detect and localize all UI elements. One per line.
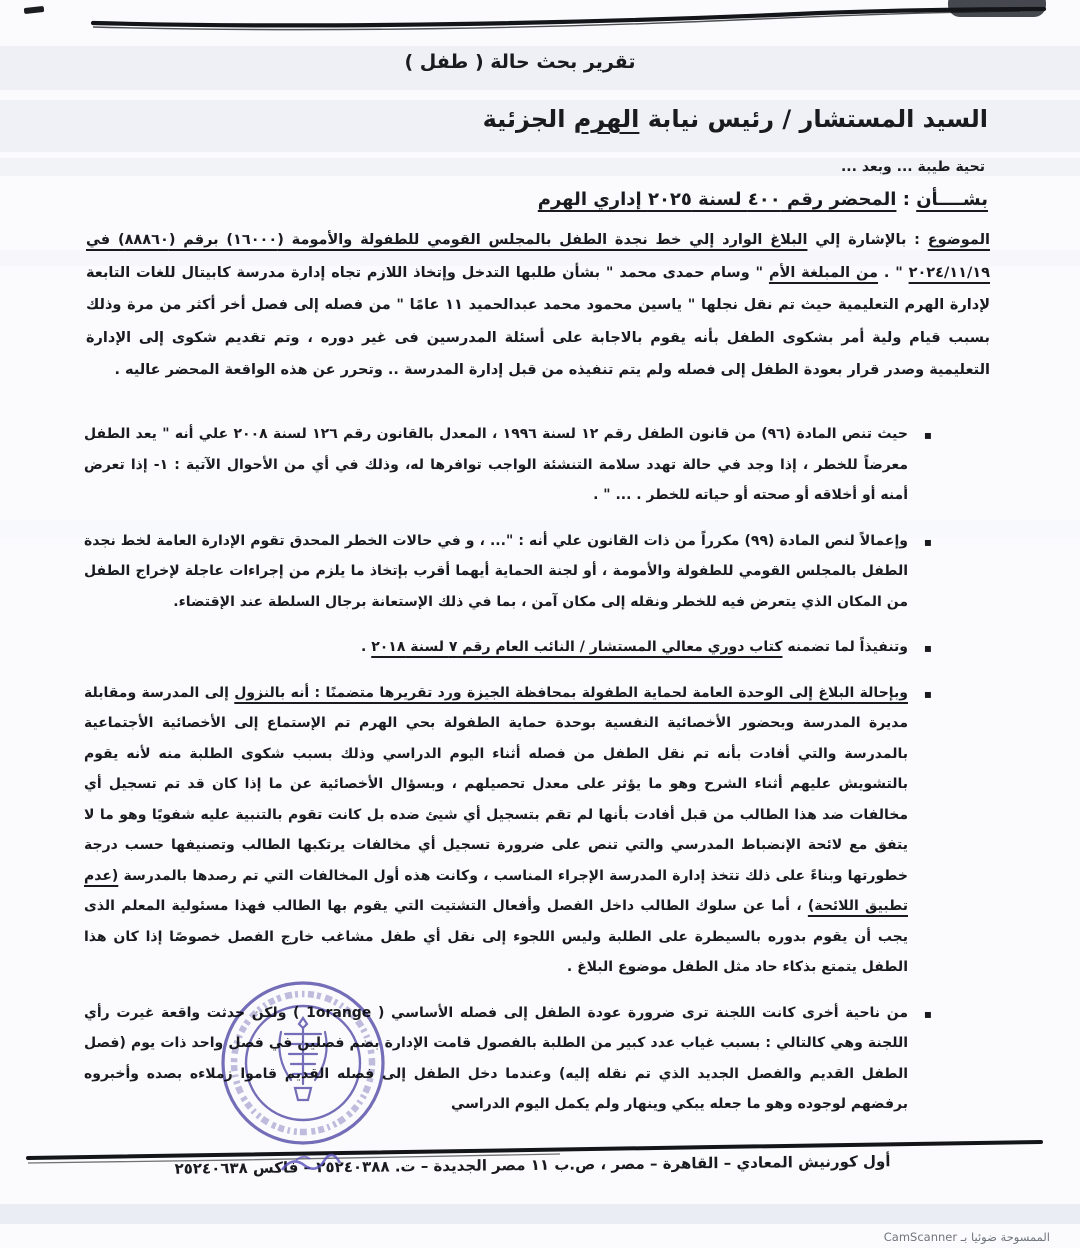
addressee-line [483,105,988,133]
regarding-line [538,189,988,210]
letterhead-footer-address: أول كورنيش المعادي – القاهرة – مصر ، ص.ب ١١ مصر الجديدة – ت. ٢٥٢٤٠٣٨٨ – فاكس ٢٥٢٤٠٦٣٨ [174,1152,891,1178]
bullet-square-icon: ▪ [923,534,932,549]
list-item [84,419,932,511]
list-item-text: وإعمالاً لنص المادة (٩٩) مكرراً من ذات القانون علي أنه : "... ، و في حالات الخطر المحدق تقوم الإدارة العامة لخط نجدة الطفل بالمجلس القومي للطفولة والأمومة ، أو لجنة الحماية أيهما أقرب بإتخاذ ما يلزم من إجراءات عاجلة لإخراج الطفل من المكان الذي يتعرض فيه للخطر ونقله إلى مكان آمن ، بما في ذلك الإستعانة برجال السلطة عند الإقتضاء. [84,532,908,610]
list-item-text: وتنفيذاً لما تضمنه كتاب دوري معالي المستشار / النائب العام رقم ٧ لسنة ٢٠١٨ . [361,639,908,655]
addressee-text: السيد المستشار / رئيس نيابة [639,105,988,133]
subject-paragraph: الموضوع : بالإشارة إلي البلاغ الوارد إلي خط نجدة الطفل بالمجلس القومي للطفولة والأمومة (١٦٠٠٠) برقم (٨٨٨٦٠) في ٢٠٢٤/١١/١٩ " . من المبلغة الأم " وسام حمدى محمد " بشأن طلبها التدخل وإتخاذ اللازم تجاه إدارة مدرسة كابيتال للغات التابعة لإدارة الهرم التعليمية حيث تم نقل نجلها " ياسين محمود محمد عبدالحميد ١١ عامًا " من فصله إلى فصل أخر أكثر من مرة وذلك بسبب قيام ولية أمر بشكوى الطفل بأنه يقوم بالاجابة على أسئلة المدرسين فى غير دوره ، وتم تقديم شكوى إلى الإدارة التعليمية وصدر قرار بعودة الطفل إلى فصله ولم يتم تنفيذه من قبل إدارة المدرسة .. وتحرر عن هذه الواقعة المحضر عاليه . [86,232,991,378]
addressee-underlined-word: الهرم [573,105,640,133]
list-item-text: وبإحالة البلاغ إلى الوحدة العامة لحماية الطفولة بمحافظة الجيزة ورد تقريرها متضمنًا : أنه بالنزول إلى المدرسة ومقابلة مديرة المدرسة وبحضور الأخصائية النفسية بوحدة حماية الطفولة بحي الهرم تم الإستماع إلى الأخصائية الأجتماعية بالمدرسة والتي أفادت بأنه تم نقل الطفل من فصله أثناء اليوم الدراسي وذلك بسبب شكوى الطلبة منه لأنه يقوم بالتشويش عليهم أثناء الشرح وهو ما يؤثر على معدل تحصيلهم ، وبسؤال الأخصائية عن ما إذا كان قد تم تسجيل أي مخالفات ضد هذا الطالب من قبل أفادت بأنها لم تقم بتسجيل أي شيئ ضده بل كانت تقوم بالتنبية عليه شفويًا وهو ما لا يتفق مع لائحة الإنضباط المدرسي والتي تنص على ضرورة تسجيل أي مخالفات يرتكبها الطالب وتصنيفها حسب درجة خطورتها وبناءً على ذلك تتخذ إدارة المدرسة الإجراء المناسب ، وكانت هذه أول المخالفات التي تم رصدها بالمدرسة (عدم تطبيق اللائحة) ، أما عن سلوك الطالب داخل الفصل وأفعال التشتيت التي يقوم بها الطالب فهذا مسئولية المعلم الذى يجب أن يقوم بدوره بالسيطرة على الطلبة وليس اللجوء إلى نقل أي طفل مشاغب خارج الفصل خصوصًا إذا كان هذا الطفل يتمتع بذكاء حاد مثل الطفل موضوع البلاغ . [84,684,908,975]
bullet-square-icon: ▪ [923,641,932,655]
greeting-line: تحية طيبة ... وبعد ... [840,159,985,175]
top-border-line [93,9,1044,30]
regarding-label: بشــــأن [916,189,988,210]
bullet-square-icon: ▪ [923,1006,932,1021]
regarding-separator: : [896,189,917,210]
list-item [84,632,932,663]
ink-smudge [24,6,45,14]
list-item-text: حيث تنص المادة (٩٦) من قانون الطفل رقم ١٢ لسنة ١٩٩٦ ، المعدل بالقانون رقم ١٢٦ لسنة ٢٠٠٨ علي أنه " يعد الطفل معرضاً للخطر ، إذا وجد في حالة تهدد سلامة التنشئة الواجب توافرها له، وذلك في أي من الأحوال الآتية : ١- إذا تعرض أمنه أو أخلاقه أو صحته أو حياته للخطر . ... " . [84,426,908,503]
list-item-text: من ناحية أخرى كانت اللجنة ترى ضرورة عودة الطفل إلى فصله الأساسي ( 1orange ) ولكن حدثت واقعة غيرت رأي اللجنة وهي كالتالي : بسبب غياب عدد كبير من الطلبة بالفصول قامت الإدارة بضم فصلين في فصل واحد ذات يوم (فصل الطفل القديم والفصل الجديد الذي تم نقله إليه) وعندما دخل الطفل إلى فصله القديم قاموا زملاءه بصده وأخبروه برفضهم لوجوده وهو ما جعله يبكي وينهار ولم يكمل اليوم الدراسي [84,1004,908,1112]
scan-corner-artifact [948,0,1046,17]
findings-list [84,419,932,1120]
addressee-text-tail: الجزئية [482,105,574,133]
regarding-text: المحضر رقم ٤٠٠ لسنة ٢٠٢٥ إداري الهرم [537,189,897,210]
scan-band [0,1204,1080,1224]
list-item [84,526,932,618]
bullet-square-icon: ▪ [923,686,932,701]
camscanner-watermark: الممسوحة ضوئيا بـ CamScanner [883,1230,1050,1244]
page-title: تقرير بحث حالة ( طفل ) [404,51,636,73]
bullet-square-icon: ▪ [923,428,932,442]
list-item [84,998,932,1120]
list-item [84,678,932,983]
